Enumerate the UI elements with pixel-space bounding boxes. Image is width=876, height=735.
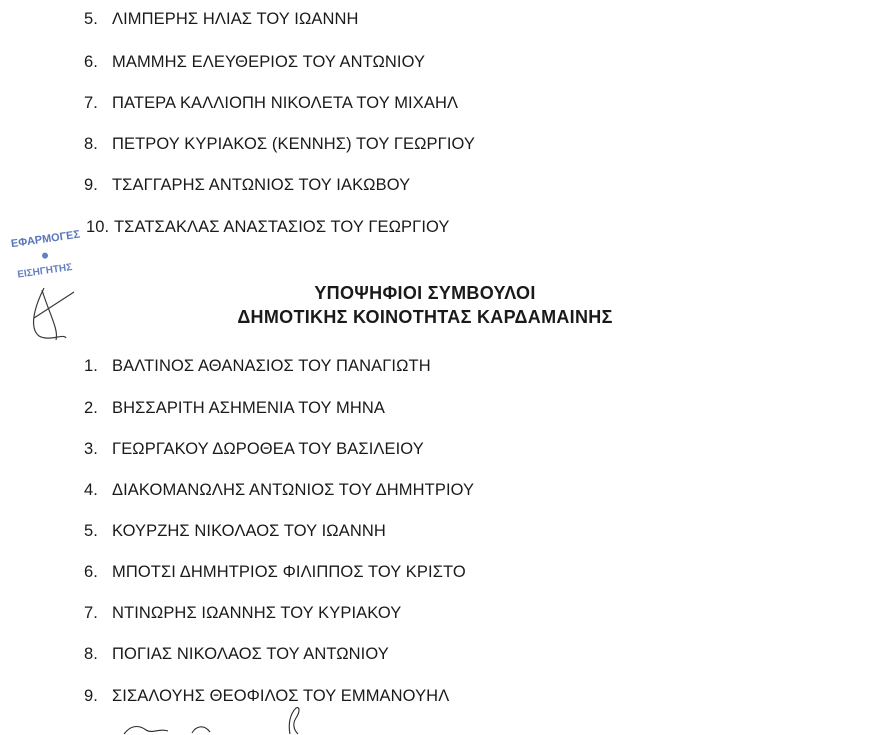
list-item-number: 9. bbox=[84, 176, 98, 194]
list-item-number: 4. bbox=[84, 481, 98, 499]
list-item-number: 5. bbox=[84, 10, 98, 28]
list-item-name: ΓΕΩΡΓΑΚΟΥ ΔΩΡΟΘΕΑ ΤΟΥ ΒΑΣΙΛΕΙΟΥ bbox=[112, 440, 424, 458]
list-item-number: 3. bbox=[84, 440, 98, 458]
section-heading-line1: ΥΠΟΨΗΦΙΟΙ ΣΥΜΒΟΥΛΟΙ bbox=[314, 283, 536, 303]
list-item-number: 6. bbox=[84, 53, 98, 71]
list-item-name: ΝΤΙΝΩΡΗΣ ΙΩΑΝΝΗΣ ΤΟΥ ΚΥΡΙΑΚΟΥ bbox=[112, 604, 402, 622]
list-item-name: ΤΣΑΓΓΑΡΗΣ ΑΝΤΩΝΙΟΣ ΤΟΥ ΙΑΚΩΒΟΥ bbox=[112, 176, 411, 194]
list-item-number: 9. bbox=[84, 687, 98, 705]
list-item-number: 7. bbox=[84, 604, 98, 622]
list-item-name: ΠΕΤΡΟΥ ΚΥΡΙΑΚΟΣ (ΚΕΝΝΗΣ) ΤΟΥ ΓΕΩΡΓΙΟΥ bbox=[112, 135, 476, 153]
list-item-name: ΔΙΑΚΟΜΑΝΩΛΗΣ ΑΝΤΩΝΙΟΣ ΤΟΥ ΔΗΜΗΤΡΙΟΥ bbox=[112, 481, 475, 499]
list-item-number: 1. bbox=[84, 357, 98, 375]
stamp-text-top: ΕΦΑΡΜΟΓΕΣ bbox=[10, 228, 81, 251]
list-item-name: ΣΙΣΑΛΟΥΗΣ ΘΕΟΦΙΛΟΣ ΤΟΥ ΕΜΜΑΝΟΥΗΛ bbox=[112, 687, 450, 705]
list-item-number: 2. bbox=[84, 399, 98, 417]
list-item-name: ΚΟΥΡΖΗΣ ΝΙΚΟΛΑΟΣ ΤΟΥ ΙΩΑΝΝΗ bbox=[112, 522, 386, 540]
signature-icon bbox=[112, 706, 312, 735]
list-item-name: ΒΑΛΤΙΝΟΣ ΑΘΑΝΑΣΙΟΣ ΤΟΥ ΠΑΝΑΓΙΩΤΗ bbox=[112, 357, 431, 375]
list-item-name: ΒΗΣΣΑΡΙΤΗ ΑΣΗΜΕΝΙΑ ΤΟΥ ΜΗΝΑ bbox=[112, 399, 385, 417]
list-item-number: 10. bbox=[86, 218, 110, 236]
list-item-number: 8. bbox=[84, 645, 98, 663]
list-item-number: 7. bbox=[84, 94, 98, 112]
list-item-name: ΠΑΤΕΡΑ ΚΑΛΛΙΟΠΗ ΝΙΚΟΛΕΤΑ ΤΟΥ ΜΙΧΑΗΛ bbox=[112, 94, 459, 112]
list-item-number: 6. bbox=[84, 563, 98, 581]
list-item-name: ΤΣΑΤΣΑΚΛΑΣ ΑΝΑΣΤΑΣΙΟΣ ΤΟΥ ΓΕΩΡΓΙΟΥ bbox=[114, 218, 450, 236]
list-item-number: 8. bbox=[84, 135, 98, 153]
list-item-name: ΜΑΜΜΗΣ ΕΛΕΥΘΕΡΙΟΣ ΤΟΥ ΑΝΤΩΝΙΟΥ bbox=[112, 53, 426, 71]
list-item-name: ΛΙΜΠΕΡΗΣ ΗΛΙΑΣ ΤΟΥ ΙΩΑΝΝΗ bbox=[112, 10, 359, 28]
list-item-name: ΜΠΟΤΣΙ ΔΗΜΗΤΡΙΟΣ ΦΙΛΙΠΠΟΣ ΤΟΥ ΚΡΙΣΤΟ bbox=[112, 563, 466, 581]
list-item-number: 5. bbox=[84, 522, 98, 540]
list-item-name: ΠΟΓΙΑΣ ΝΙΚΟΛΑΟΣ ΤΟΥ ΑΝΤΩΝΙΟΥ bbox=[112, 645, 389, 663]
stamp-text-bottom: ΕΙΣΗΓΗΤΗΣ bbox=[16, 262, 73, 281]
section-heading-line2: ΔΗΜΟΤΙΚΗΣ ΚΟΙΝΟΤΗΤΑΣ ΚΑΡΔΑΜΑΙΝΗΣ bbox=[237, 307, 613, 327]
